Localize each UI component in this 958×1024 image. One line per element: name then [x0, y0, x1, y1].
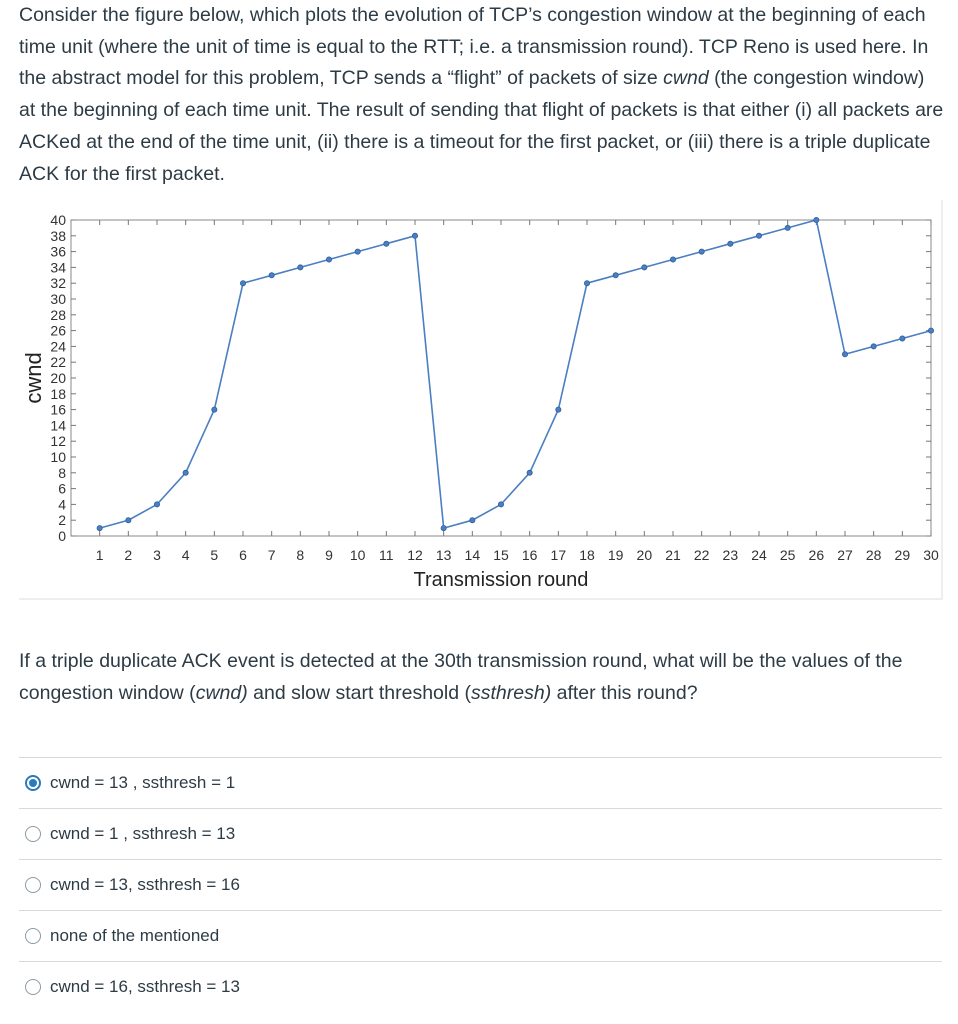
answer-label: cwnd = 13 , ssthresh = 1: [50, 773, 236, 792]
x-tick-label: 13: [435, 547, 452, 563]
x-tick-label: 17: [550, 547, 567, 563]
intro-cwnd-term: cwnd: [663, 67, 709, 90]
y-tick-label: 4: [58, 496, 66, 513]
data-point: [756, 233, 761, 238]
answer-option[interactable]: [19, 757, 942, 808]
intro-text-1: Consider the figure below, which plots the evolution of TCP’s congestion window at the beginning of each time unit (where the unit of time is equal to the RTT; i.e. a transmission round). TCP Reno is used here. In the abstract model for this problem, TCP sends a “flight” of packets of size: [19, 4, 929, 90]
x-axis-label: Transmission round: [413, 569, 589, 591]
data-point: [871, 344, 876, 349]
data-point: [900, 336, 905, 341]
intro-text-2: (the congestion window) at the beginning of each time unit. The result of sending that flight of packets is that either (i) all packets are ACKed at the end of the time unit, (ii) there is a timeout for the first packet, or (iii) there is a triple duplicate ACK for the first packet.: [19, 67, 944, 185]
data-point: [842, 352, 847, 357]
x-tick-label: 15: [493, 547, 509, 563]
answer-label: cwnd = 16, ssthresh = 13: [50, 977, 240, 996]
data-point: [498, 502, 503, 507]
answer-list: [19, 757, 942, 1012]
x-tick-label: 9: [325, 547, 333, 563]
y-tick-label: 12: [50, 433, 66, 450]
x-tick-label: 4: [181, 547, 190, 563]
answer-label: cwnd = 1 , ssthresh = 13: [50, 824, 236, 843]
chart-figure: [19, 200, 943, 600]
y-tick-label: 20: [50, 370, 66, 386]
data-point: [355, 249, 360, 254]
x-tick-label: 25: [779, 547, 796, 563]
question-text: [19, 646, 944, 709]
x-tick-label: 10: [349, 547, 366, 563]
y-tick-label: 8: [58, 464, 66, 481]
y-tick-label: 22: [50, 354, 66, 371]
plot-frame: [71, 220, 931, 536]
x-tick-label: 23: [722, 547, 739, 563]
x-tick-label: 24: [751, 547, 767, 563]
y-tick-label: 0: [58, 528, 66, 544]
x-tick-label: 12: [407, 547, 423, 563]
data-point: [240, 281, 245, 286]
x-tick-label: 6: [239, 547, 247, 563]
y-tick-label: 38: [50, 227, 66, 244]
y-tick-label: 18: [50, 385, 66, 402]
x-tick-label: 27: [837, 547, 853, 563]
x-tick-label: 16: [521, 547, 538, 563]
data-point: [183, 470, 188, 475]
x-tick-label: 5: [210, 547, 219, 563]
answer-label: cwnd = 13, ssthresh = 16: [50, 875, 240, 894]
radio-button-icon[interactable]: [25, 979, 41, 995]
data-point: [699, 249, 704, 254]
x-tick-label: 18: [579, 547, 595, 563]
y-tick-label: 34: [50, 259, 66, 276]
x-tick-label: 2: [124, 547, 133, 563]
answer-option[interactable]: [19, 808, 942, 859]
data-point: [928, 328, 933, 333]
radio-button-icon[interactable]: [25, 928, 41, 944]
radio-button-icon[interactable]: [25, 877, 41, 893]
data-point: [97, 526, 102, 531]
data-point: [384, 241, 389, 246]
answer-label: none of the mentioned: [50, 926, 220, 945]
x-tick-label: 20: [636, 547, 653, 563]
data-point: [212, 407, 217, 412]
data-point: [527, 470, 532, 475]
x-tick-label: 26: [808, 547, 825, 563]
answer-option[interactable]: [19, 859, 942, 910]
data-point: [613, 273, 618, 278]
data-point: [556, 407, 561, 412]
x-tick-label: 1: [95, 547, 104, 563]
cwnd-line-chart: [19, 200, 941, 598]
data-point: [154, 502, 159, 507]
data-point: [728, 241, 733, 246]
y-tick-label: 6: [58, 480, 66, 497]
x-tick-label: 29: [894, 547, 911, 563]
y-tick-label: 32: [50, 275, 66, 292]
radio-button-icon[interactable]: [25, 775, 41, 791]
question-text-1: If a triple duplicate ACK event is detected at the 30th transmission round, what will be the values of the congestion window (: [19, 650, 903, 704]
question-cwnd-term: cwnd): [195, 681, 248, 704]
x-tick-label: 7: [267, 547, 276, 563]
y-tick-label: 28: [50, 306, 66, 323]
radio-button-icon[interactable]: [25, 826, 41, 842]
data-point: [269, 273, 274, 278]
data-point: [584, 281, 589, 286]
data-point: [785, 225, 790, 230]
data-point: [126, 518, 131, 523]
y-tick-label: 24: [50, 338, 66, 355]
data-point: [670, 257, 675, 262]
y-tick-label: 16: [50, 401, 66, 418]
x-tick-label: 19: [607, 547, 624, 563]
data-point: [470, 518, 475, 523]
x-tick-label: 30: [923, 547, 939, 563]
y-tick-label: 30: [50, 291, 66, 307]
question-text-3: after this round?: [551, 681, 698, 704]
x-tick-label: 28: [865, 547, 882, 563]
x-tick-label: 11: [379, 547, 394, 563]
data-point: [326, 257, 331, 262]
x-tick-label: 3: [153, 547, 161, 563]
y-tick-label: 26: [50, 322, 66, 339]
x-tick-label: 14: [464, 547, 481, 563]
y-tick-label: 40: [50, 212, 66, 228]
question-ssthresh-term: ssthresh): [471, 681, 552, 704]
data-point: [814, 217, 819, 222]
answer-option[interactable]: [19, 961, 942, 1012]
y-axis-label: cwnd: [21, 352, 46, 404]
series-line: [100, 220, 931, 528]
data-point: [298, 265, 303, 270]
y-tick-label: 36: [50, 243, 66, 260]
data-point: [642, 265, 647, 270]
y-tick-label: 14: [50, 417, 66, 434]
x-tick-label: 8: [296, 547, 305, 563]
question-text-2: and slow start threshold (: [247, 681, 471, 704]
question-intro: [19, 0, 944, 190]
data-point: [412, 233, 417, 238]
x-tick-label: 21: [665, 547, 681, 563]
y-tick-label: 2: [58, 512, 66, 529]
data-point: [441, 526, 446, 531]
x-tick-label: 22: [693, 547, 710, 563]
y-tick-label: 10: [50, 449, 66, 465]
answer-option[interactable]: [19, 910, 942, 961]
